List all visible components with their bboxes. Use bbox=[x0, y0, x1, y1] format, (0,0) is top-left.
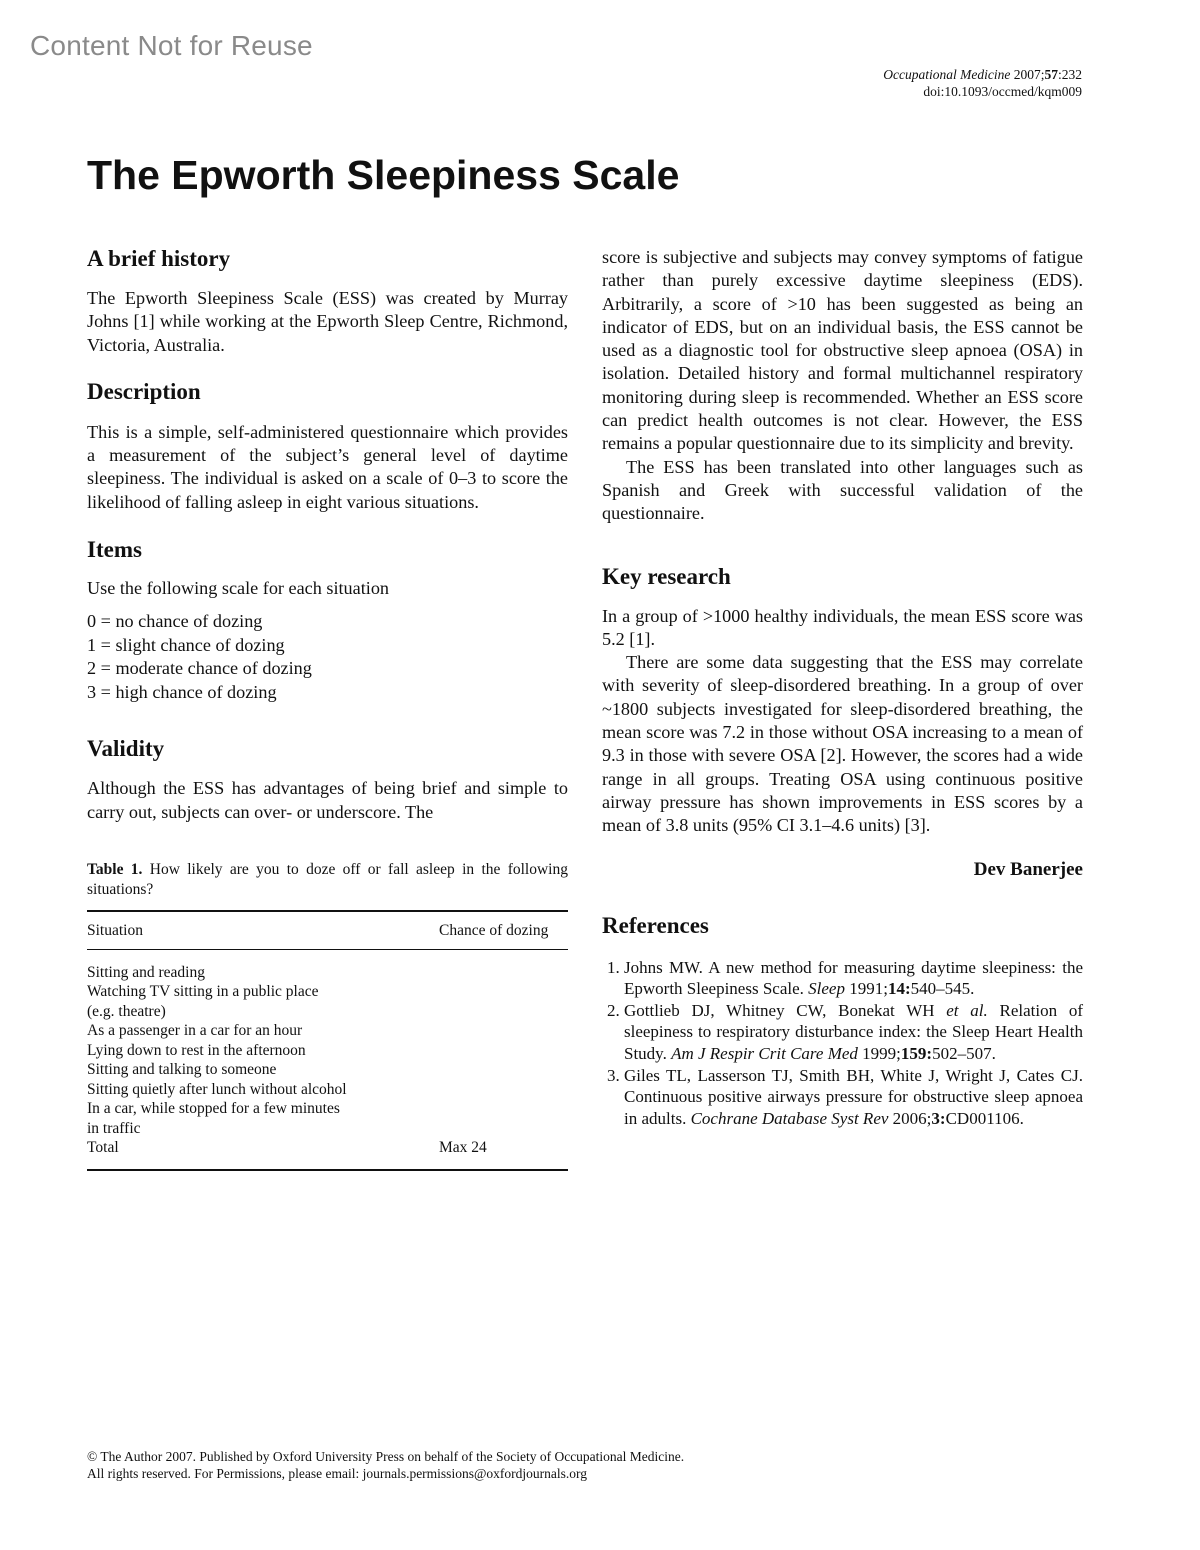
description-text: This is a simple, self-administered questionnaire which provides a measurement of the subject’s general level of daytime sleepiness. The individual is asked on a scale of 0–3 to score the likelihood of falling asleep in eight various situations. bbox=[87, 421, 568, 512]
right-column bbox=[602, 246, 1083, 1129]
ref-etal: et al. bbox=[946, 1000, 988, 1020]
table-cell: Sitting and talking to someone bbox=[87, 1061, 277, 1079]
research-p1: In a group of >1000 healthy individuals, the mean ESS score was 5.2 [1]. bbox=[602, 605, 1083, 649]
table-cell: Sitting and reading bbox=[87, 963, 205, 981]
scale-item: 0 = no chance of dozing bbox=[87, 611, 263, 632]
references-heading: References bbox=[602, 912, 709, 938]
table-row bbox=[87, 982, 568, 1002]
table-row bbox=[87, 1080, 568, 1100]
scale-item: 2 = moderate chance of dozing bbox=[87, 658, 312, 679]
ref-text: Relation of sleepiness to respiratory disturbance index: the Sleep Heart Health Study. bbox=[624, 1000, 1083, 1063]
journal-name: Occupational Medicine bbox=[883, 67, 1011, 82]
table-row bbox=[87, 1099, 568, 1119]
table-total-row bbox=[87, 1138, 568, 1170]
table-cell: In a car, while stopped for a few minutes bbox=[87, 1100, 340, 1118]
ref-text: Giles TL, Lasserson TJ, Smith BH, White J, Wright J, Cates CJ. Continuous positive airways pressure for obstructive sleep apnoea in adults. bbox=[624, 1065, 1083, 1128]
table-cell: in traffic bbox=[87, 1119, 141, 1137]
journal-year: 2007; bbox=[1010, 67, 1045, 82]
table-caption bbox=[87, 860, 568, 900]
reference-item bbox=[624, 1000, 1083, 1065]
table-row bbox=[87, 1002, 568, 1022]
history-text: The Epworth Sleepiness Scale (ESS) was created by Murray Johns [1] while working at the Epworth Sleep Centre, Richmond, Victoria, Australia. bbox=[87, 288, 568, 355]
total-label: Total bbox=[87, 1138, 439, 1170]
table-header-row bbox=[87, 911, 568, 950]
total-value: Max 24 bbox=[439, 1138, 568, 1170]
validity-text: Although the ESS has advantages of being brief and simple to carry out, subjects can over- or underscore. The bbox=[87, 778, 568, 822]
scale-list bbox=[87, 610, 568, 704]
col-header-chance: Chance of dozing bbox=[439, 911, 568, 950]
table-caption-text: How likely are you to doze off or fall asleep in the following situations? bbox=[87, 860, 568, 898]
reference-item bbox=[624, 957, 1083, 1000]
ref-journal: Sleep bbox=[808, 979, 845, 999]
description-heading: Description bbox=[87, 378, 201, 404]
table-row bbox=[87, 1021, 568, 1041]
table-cell: Watching TV sitting in a public place bbox=[87, 983, 319, 1001]
ref-pages: 540–545. bbox=[910, 979, 975, 999]
ref-journal: Am J Respir Crit Care Med bbox=[671, 1043, 858, 1063]
watermark: Content Not for Reuse bbox=[30, 30, 313, 61]
footer-line: © The Author 2007. Published by Oxford University Press on behalf of the Society of Occupational Medicine. bbox=[87, 1449, 685, 1464]
table-row bbox=[87, 1119, 568, 1139]
history-heading: A brief history bbox=[87, 246, 231, 271]
validity-heading: Validity bbox=[87, 736, 165, 762]
footer-line: All rights reserved. For Permissions, please email: journals.permissions@oxfordjournals.org bbox=[87, 1465, 587, 1481]
ref-text: 1991; bbox=[844, 979, 888, 999]
journal-doi[interactable]: doi:10.1093/occmed/kqm009 bbox=[923, 84, 1082, 99]
journal-page: :232 bbox=[1057, 67, 1082, 82]
reference-item bbox=[624, 1065, 1083, 1130]
table-row bbox=[87, 1041, 568, 1061]
items-heading: Items bbox=[87, 537, 142, 563]
ref-volume: 159: bbox=[900, 1043, 933, 1063]
scale-item: 3 = high chance of dozing bbox=[87, 681, 277, 702]
table-label: Table 1. bbox=[87, 860, 143, 878]
ref-journal: Cochrane Database Syst Rev bbox=[690, 1108, 889, 1128]
ess-table bbox=[87, 910, 568, 1171]
ref-text: 1999; bbox=[857, 1043, 901, 1063]
items-intro: Use the following scale for each situation bbox=[87, 578, 390, 599]
ref-text: Gottlieb DJ, Whitney CW, Bonekat WH bbox=[624, 1000, 947, 1020]
author-name: Dev Banerjee bbox=[973, 858, 1083, 880]
journal-citation bbox=[883, 66, 1082, 100]
col-header-situation: Situation bbox=[87, 911, 439, 950]
ref-text: Johns MW. A new method for measuring daytime sleepiness: the Epworth Sleepiness Scale. bbox=[624, 957, 1083, 999]
ref-volume: 3: bbox=[931, 1108, 946, 1128]
journal-volume: 57 bbox=[1044, 67, 1058, 82]
validity-text-translation: The ESS has been translated into other languages such as Spanish and Greek with successful validation of the questionnaire. bbox=[602, 456, 1083, 524]
validity-text-continued: score is subjective and subjects may convey symptoms of fatigue rather than purely excessive daytime sleepiness (EDS). Arbitrarily, a score of >10 has been suggested as being an indicator of EDS, but on an individual basis, the ESS cannot be used as a diagnostic tool for obstructive sleep apnoea (OSA) in isolation. Detailed history and formal multichannel respiratory monitoring during sleep is recommended. Whether an ESS score can predict health outcomes is not clear. However, the ESS remains a popular questionnaire due to its simplicity and brevity. bbox=[602, 247, 1083, 454]
journal-line bbox=[883, 66, 1082, 83]
table-cell: As a passenger in a car for an hour bbox=[87, 1022, 303, 1040]
ref-pages: 502–507. bbox=[932, 1043, 996, 1063]
table-cell: (e.g. theatre) bbox=[87, 1002, 166, 1020]
table-cell: Lying down to rest in the afternoon bbox=[87, 1041, 306, 1059]
copyright-footer bbox=[87, 1449, 684, 1482]
table-cell: Sitting quietly after lunch without alcohol bbox=[87, 1080, 347, 1098]
research-p2: There are some data suggesting that the ESS may correlate with severity of sleep-disordered breathing. In a group of over ~1800 subjects investigated for sleep-disordered breathing, the mean score was 7.2 in those without OSA increasing to a mean of 9.3 in those with severe OSA [2]. However, the scores had a wide range in all groups. Treating OSA using continuous positive airway pressure has shown improvements in ESS scores by a mean of 3.8 units (95% CI 3.1–4.6 units) [3]. bbox=[602, 652, 1083, 836]
ref-pages: CD001106. bbox=[945, 1108, 1024, 1128]
article-title: The Epworth Sleepiness Scale bbox=[87, 152, 680, 198]
research-heading: Key research bbox=[602, 563, 731, 589]
scale-item: 1 = slight chance of dozing bbox=[87, 634, 285, 655]
table-row bbox=[87, 949, 568, 982]
ref-volume: 14: bbox=[887, 979, 911, 999]
ref-text: 2006; bbox=[888, 1108, 932, 1128]
left-column bbox=[87, 246, 568, 1171]
table-row bbox=[87, 1060, 568, 1080]
reference-list bbox=[602, 957, 1083, 1130]
